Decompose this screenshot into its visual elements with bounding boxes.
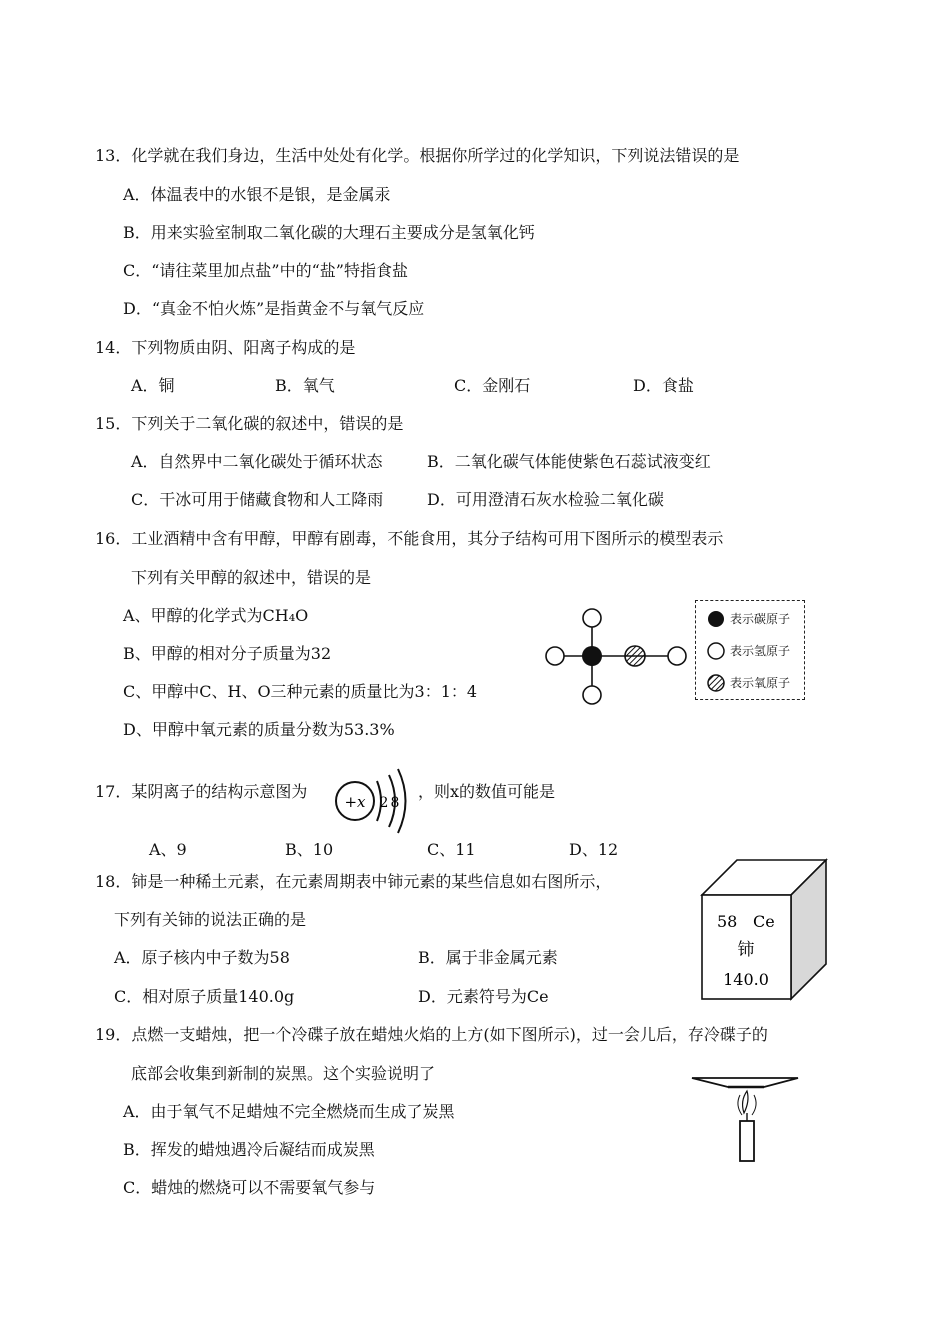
hydrogen-atom xyxy=(583,686,601,704)
q13-option-a: A．体温表中的水银不是银，是金属汞 xyxy=(123,185,391,204)
q18-option-c: C．相对原子质量140.0g xyxy=(114,987,295,1006)
q17-option-b: B、10 xyxy=(285,840,334,859)
legend-carbon-label: 表示碳原子 xyxy=(730,612,791,626)
hydrogen-atom xyxy=(546,647,564,665)
oxygen-atom xyxy=(625,646,645,666)
question-19-stem-2: 底部会收集到新制的炭黑。这个实验说明了 xyxy=(131,1064,436,1083)
carbon-legend-icon xyxy=(708,611,724,627)
q13-option-d: D．“真金不怕火炼”是指黄金不与氧气反应 xyxy=(123,299,425,318)
legend-symbols xyxy=(706,609,726,693)
q18-option-b: B．属于非金属元素 xyxy=(418,948,558,967)
q16-option-b: B、甲醇的相对分子质量为32 xyxy=(123,644,332,663)
question-16-stem: 16．工业酒精中含有甲醇，甲醇有剧毒，不能食用，其分子结构可用下图所示的模型表示 xyxy=(95,529,724,548)
question-17-stem-end: ，则x的数值可能是 xyxy=(418,782,556,801)
atom-legend xyxy=(695,600,805,700)
cold-plate-icon xyxy=(692,1078,798,1087)
shell-2-electrons: 8 xyxy=(390,795,400,811)
q13-option-c: C．“请往菜里加点盐”中的“盐”特指食盐 xyxy=(123,261,408,280)
question-18-stem-2: 下列有关铈的说法正确的是 xyxy=(114,910,307,929)
element-symbol: Ce xyxy=(753,912,775,931)
cerium-element-cube xyxy=(700,858,828,1003)
hydrogen-atom xyxy=(668,647,686,665)
question-13-stem: 13．化学就在我们身边，生活中处处有化学。根据你所学过的化学知识，下列说法错误的是 xyxy=(95,146,740,165)
oxygen-legend-icon xyxy=(708,675,724,691)
q18-option-d: D．元素符号为Ce xyxy=(418,987,549,1006)
hydrogen-legend-icon xyxy=(708,643,724,659)
flame-icon xyxy=(743,1091,748,1113)
q19-option-b: B．挥发的蜡烛遇冷后凝结而成炭黑 xyxy=(123,1140,375,1159)
question-14-stem: 14．下列物质由阴、阳离子构成的是 xyxy=(95,338,356,357)
q15-option-c: C．干冰可用于储藏食物和人工降雨 xyxy=(131,490,384,509)
question-19-stem: 19．点燃一支蜡烛，把一个冷碟子放在蜡烛火焰的上方(如下图所示)，过一会儿后，存冷碟子的 xyxy=(95,1025,768,1044)
q15-option-a: A．自然界中二氧化碳处于循环状态 xyxy=(131,452,383,471)
atomic-mass: 140.0 xyxy=(723,970,769,989)
q16-option-c: C、甲醇中C、H、O三种元素的质量比为3：1：4 xyxy=(123,682,478,701)
question-15-stem: 15．下列关于二氧化碳的叙述中，错误的是 xyxy=(95,414,404,433)
methanol-molecule-diagram xyxy=(540,600,690,710)
q17-option-a: A、9 xyxy=(149,840,187,859)
q15-option-d: D．可用澄清石灰水检验二氧化碳 xyxy=(427,490,664,509)
question-18-stem: 18．铈是一种稀土元素，在元素周期表中铈元素的某些信息如右图所示， xyxy=(95,872,612,891)
q14-option-a: A．铜 xyxy=(131,376,175,395)
q16-option-d: D、甲醇中氧元素的质量分数为53.3% xyxy=(123,720,395,739)
q16-option-a: A、甲醇的化学式为CH₄O xyxy=(123,606,309,625)
question-17-stem: 17．某阴离子的结构示意图为 xyxy=(95,782,308,801)
legend-oxygen-label: 表示氧原子 xyxy=(730,676,791,690)
element-name: 铈 xyxy=(737,940,755,960)
q18-option-a: A．原子核内中子数为58 xyxy=(114,948,290,967)
carbon-atom xyxy=(582,646,602,666)
shell-1-electrons: 2 xyxy=(379,795,389,811)
legend-hydrogen-label: 表示氢原子 xyxy=(730,644,791,658)
q19-option-c: C．蜡烛的燃烧可以不需要氧气参与 xyxy=(123,1178,376,1197)
q17-option-d: D、12 xyxy=(569,840,619,859)
candle-plate-diagram xyxy=(690,1073,810,1165)
q14-option-c: C．金刚石 xyxy=(454,376,531,395)
q17-option-c: C、11 xyxy=(427,840,476,859)
candle-icon xyxy=(740,1121,754,1161)
question-16-stem-2: 下列有关甲醇的叙述中，错误的是 xyxy=(131,568,372,587)
atomic-number: 58 xyxy=(717,912,738,931)
q14-option-b: B．氧气 xyxy=(275,376,335,395)
q19-option-a: A．由于氧气不足蜡烛不完全燃烧而生成了炭黑 xyxy=(123,1102,455,1121)
q13-option-b: B．用来实验室制取二氧化碳的大理石主要成分是氢氧化钙 xyxy=(123,223,535,242)
ion-structure-diagram xyxy=(333,765,413,835)
hydrogen-atom xyxy=(583,609,601,627)
q14-option-d: D．食盐 xyxy=(633,376,694,395)
q15-option-b: B．二氧化碳气体能使紫色石蕊试液变红 xyxy=(427,452,711,471)
nucleus-charge: +x xyxy=(344,793,366,811)
